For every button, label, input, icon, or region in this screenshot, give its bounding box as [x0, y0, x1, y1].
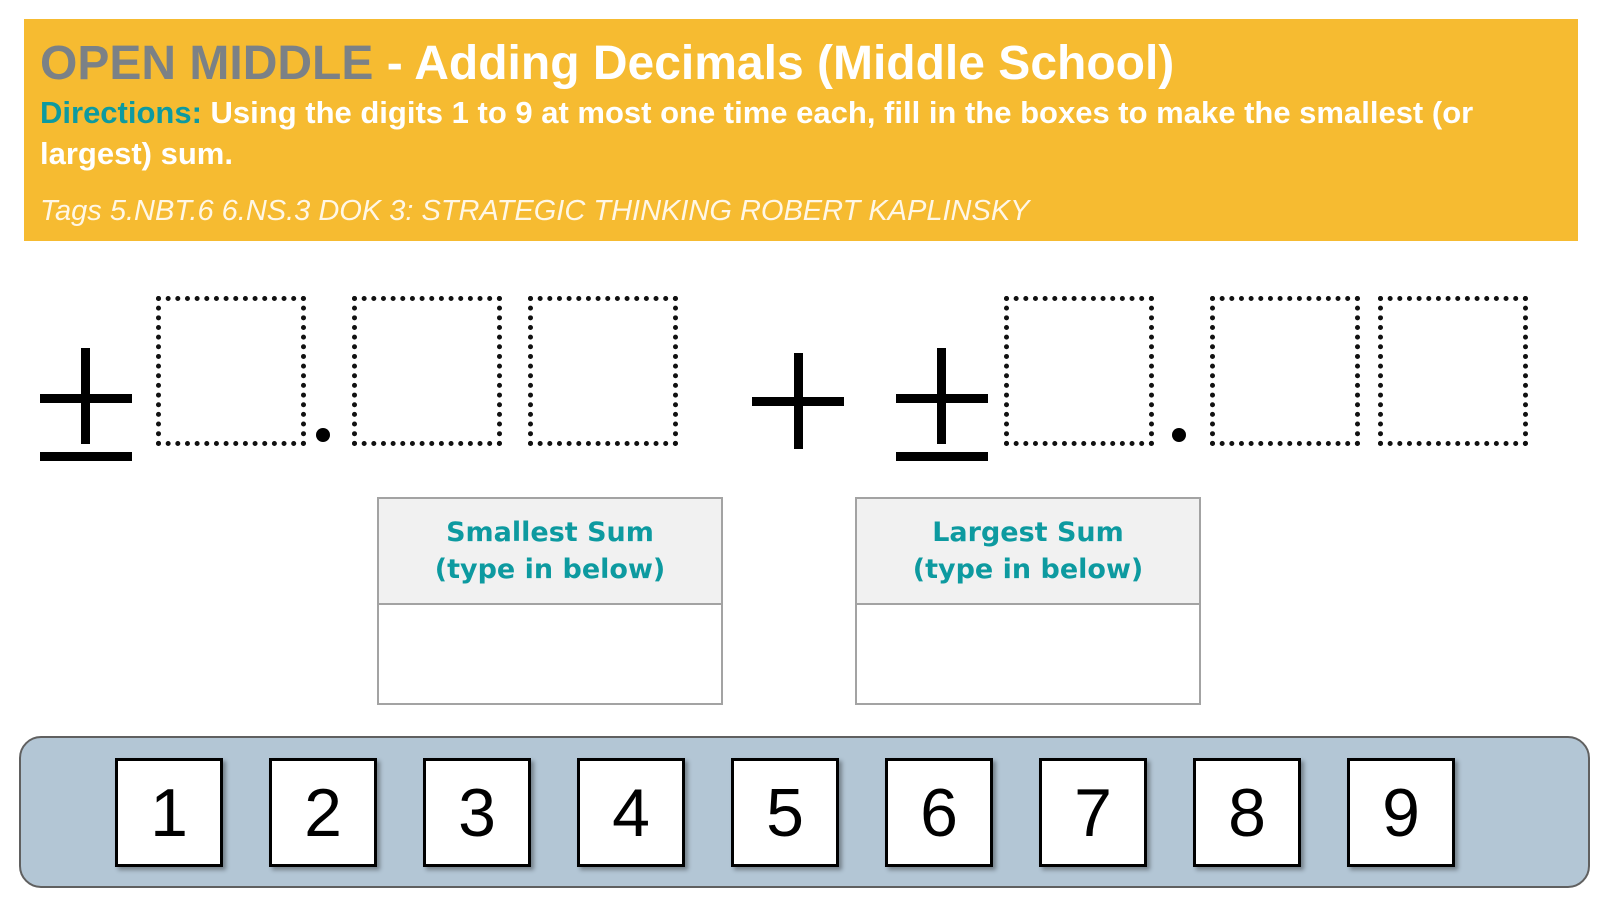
smallest-sum-input[interactable] [379, 605, 721, 703]
largest-sum-table [855, 497, 1201, 705]
plus-operator [752, 353, 844, 449]
digit-tile-5[interactable]: 5 [731, 758, 839, 867]
title-text: - Adding Decimals (Middle School) [373, 37, 1175, 90]
digit-box-1-tenths[interactable] [352, 296, 502, 446]
digit-tile-6[interactable]: 6 [885, 758, 993, 867]
digit-box-1-hundredths[interactable] [528, 296, 678, 446]
directions-label: Directions: [40, 95, 202, 130]
digit-box-1-ones[interactable] [156, 296, 306, 446]
directions [40, 92, 1560, 174]
directions-text: Using the digits 1 to 9 at most one time each, fill in the boxes to make the smallest (or largest) sum. [40, 95, 1474, 171]
digit-box-2-ones[interactable] [1004, 296, 1154, 446]
digit-tile-7[interactable]: 7 [1039, 758, 1147, 867]
decimal-point-2 [1172, 428, 1186, 442]
digit-tile-9[interactable]: 9 [1347, 758, 1455, 867]
largest-sum-input[interactable] [857, 605, 1199, 703]
digit-tray [19, 736, 1590, 888]
largest-sum-header [857, 499, 1199, 605]
tags-line: Tags 5.NBT.6 6.NS.3 DOK 3: STRATEGIC THINKING ROBERT KAPLINSKY [40, 195, 1030, 227]
digit-box-2-hundredths[interactable] [1378, 296, 1528, 446]
digit-tile-3[interactable]: 3 [423, 758, 531, 867]
plus-minus-sign-1 [40, 348, 132, 460]
brand-label: OPEN MIDDLE [40, 37, 374, 90]
plus-minus-sign-2 [896, 348, 988, 460]
smallest-sum-hint: (type in below) [434, 554, 666, 585]
smallest-sum-title: Smallest Sum [446, 517, 654, 548]
digit-box-2-tenths[interactable] [1210, 296, 1360, 446]
largest-sum-hint: (type in below) [912, 554, 1144, 585]
header-banner [24, 19, 1578, 241]
decimal-point-1 [316, 428, 330, 442]
digit-tile-8[interactable]: 8 [1193, 758, 1301, 867]
smallest-sum-table [377, 497, 723, 705]
digit-tile-2[interactable]: 2 [269, 758, 377, 867]
digit-tile-1[interactable]: 1 [115, 758, 223, 867]
largest-sum-title: Largest Sum [932, 517, 1124, 548]
digit-tile-4[interactable]: 4 [577, 758, 685, 867]
page-title [40, 36, 1562, 92]
smallest-sum-header [379, 499, 721, 605]
